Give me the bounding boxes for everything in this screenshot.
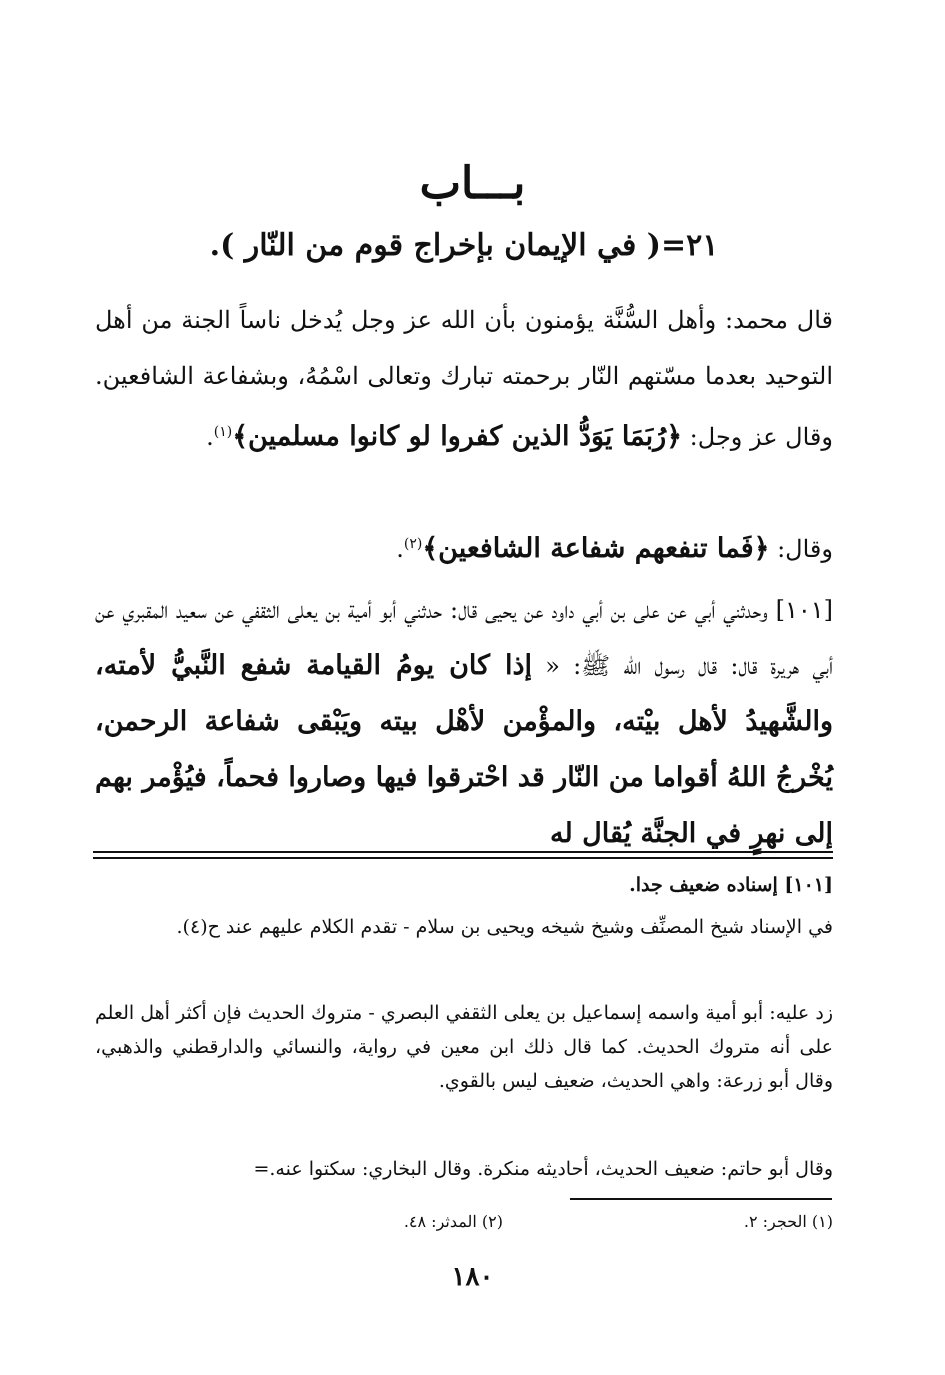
footnote-2 [95,910,833,944]
paragraph-1-text: قال محمد: وأهل السُّنَّة يؤمنون بأن الله عز وجل يُدخل ناساً الجنة من أهل التوحيد بعدما مسّتهم النّار برحمته تبارك وتعالى اسْمُهُ، وبشفاعة الشافعين. وقال عز وجل: [95,306,833,451]
quran-references [95,1212,833,1231]
paragraph-2-text: وقال: [769,535,833,563]
footnote-grade-text: [١٠١] إسناده ضعيف جدا. [629,874,833,896]
reference-1: (١) الحجر: ٢. [743,1212,833,1231]
footnote-ref-2: (٢) [403,536,423,552]
paragraph-1-end: . [206,423,214,451]
references-separator [570,1198,832,1200]
paragraph-2-end: . [396,535,404,563]
hadith-paragraph [95,582,833,862]
chapter-subtitle: ٢١=( في الإيمان بإخراج قوم من النّار ). [209,228,719,263]
isnad-text: [١٠١] وحدثني أبي عن على بن أبي داود عن يحيى قال: حدثني أبو أمية بن يعلى الثقفي عن سعيد المقبري عن أبي هريرة قال: قال رسول الله ﷺ: « [95,596,834,680]
quran-quote-1: ﴿رُبَمَا يَوَدُّ الذين كفروا لو كانوا مسلمين﴾ [232,421,683,452]
page-number: ١٨٠ [451,1262,494,1292]
reference-2: (٢) المدثر: ٤٨. [403,1212,503,1231]
paragraph-2 [95,516,833,577]
footnote-2-text: في الإسناد شيخ المصنِّف وشيخ شيخه ويحيى بن سلام - تقدم الكلام عليهم عند ح(٤). [176,916,833,938]
footnote-4 [95,1152,833,1186]
chapter-heading: بـــاب [419,158,526,209]
footnote-separator-top [93,851,833,853]
paragraph-1 [95,292,833,465]
footnote-4-text: وقال أبو حاتم: ضعيف الحديث، أحاديثه منكرة. وقال البخاري: سكتوا عنه.= [253,1158,833,1180]
quran-quote-2: ﴿فَما تنفعهم شفاعة الشافعين﴾ [422,533,770,564]
footnote-3-text: زد عليه: أبو أمية واسمه إسماعيل بن يعلى الثقفي البصري - متروك الحديث فإن أكثر أهل العلم على أنه متروك الحديث. كما قال ذلك ابن معين في رواية، والنسائي والدارقطني والذهبي، وقال أبو زرعة: واهي الحديث، ضعيف ليس بالقوي. [95,1002,833,1092]
hadith-text: إذا كان يومُ القيامة شفع النَّبيُّ لأمته، والشَّهيدُ لأهل بيْته، والمؤْمن لأهْل بيته ويَبْقى شفاعة الرحمن، يُخْرجُ اللهُ أقواما من النّار قد احْترقوا فيها وصاروا فحماً، فيُؤْمر بهم إلى نهرٍ في الجنَّة يُقال له [95,650,833,849]
footnote-grade [95,868,833,902]
footnote-separator-bottom [93,857,833,859]
footnote-3 [95,996,833,1098]
footnote-ref-1: (١) [213,424,233,440]
